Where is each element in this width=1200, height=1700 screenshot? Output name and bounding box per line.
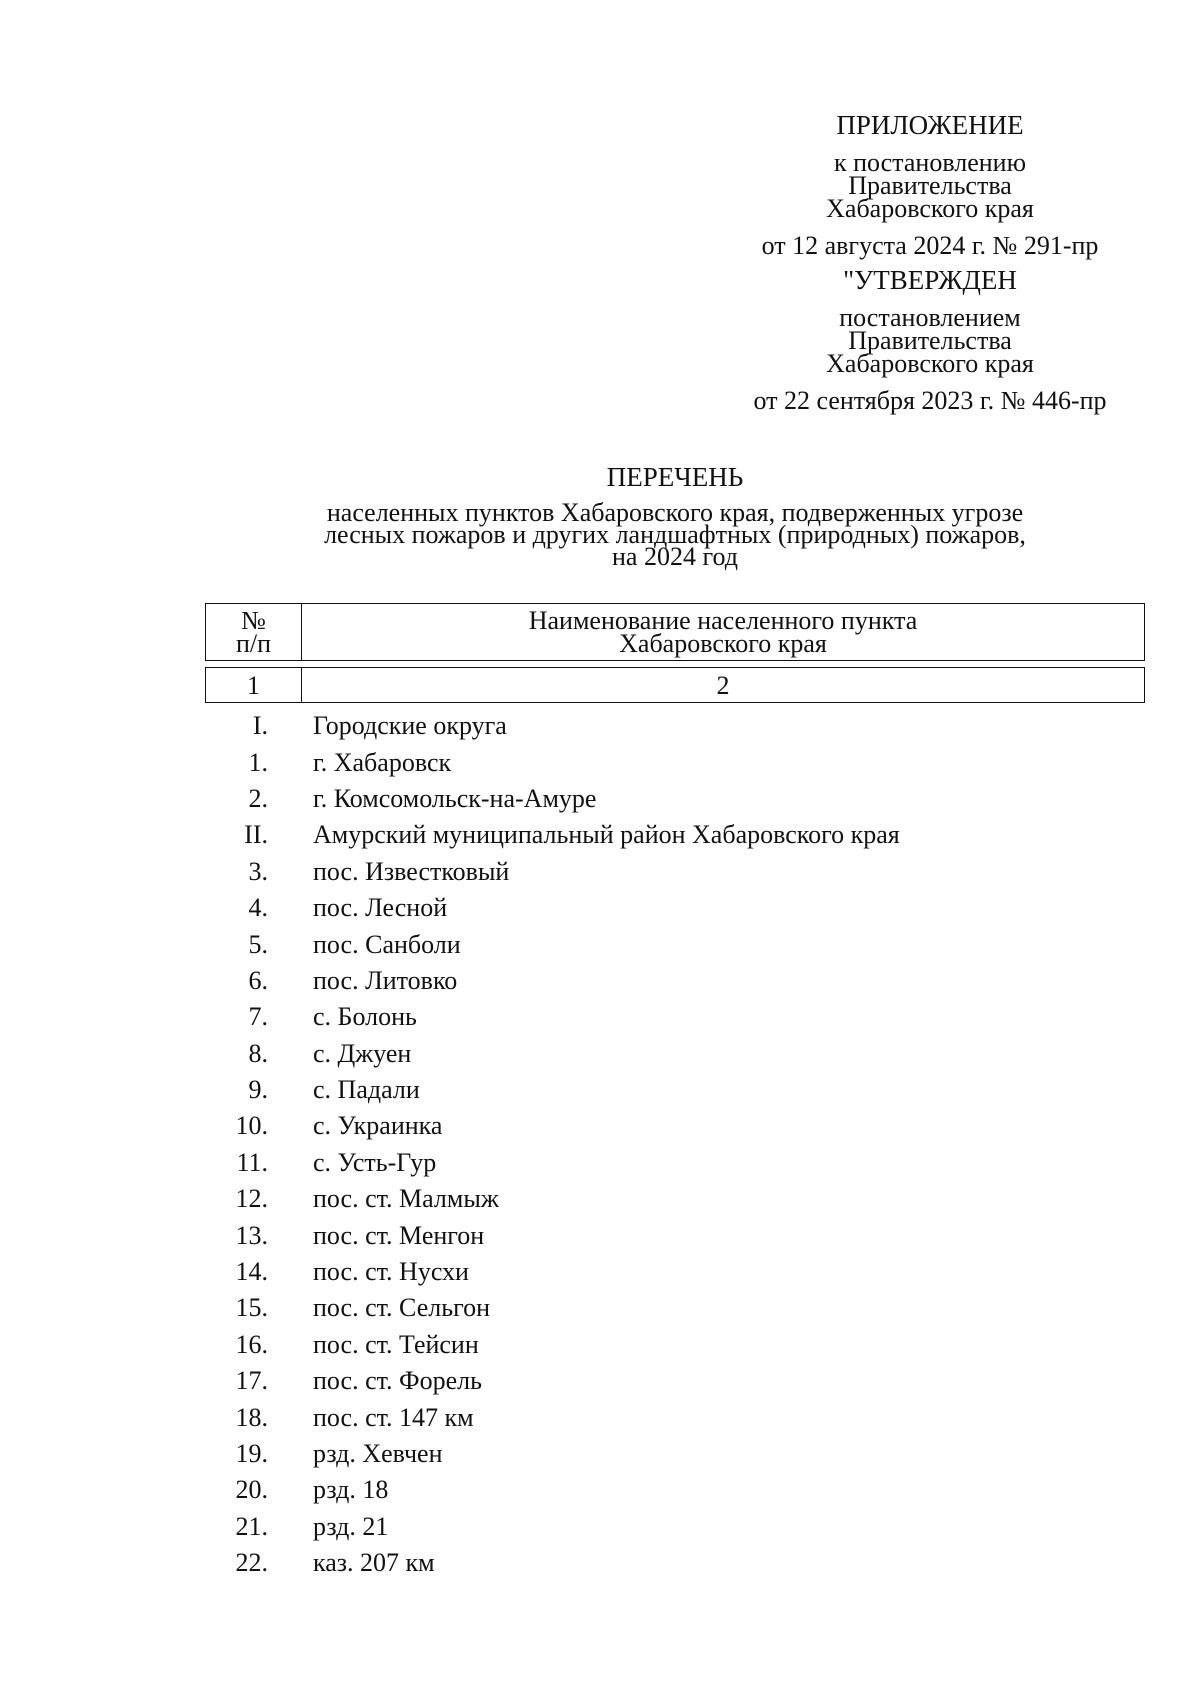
list-item-name: Амурский муниципальный район Хабаровского края: [313, 820, 900, 850]
approved-date: от 22 сентября 2023 г. № 446-пр: [753, 386, 1107, 415]
list-item-name: пос. ст. 147 км: [313, 1402, 474, 1432]
list-item-name: рзд. 18: [313, 1475, 389, 1505]
list-item-name: пос. Лесной: [313, 893, 448, 923]
list-item-number: 4.: [248, 893, 268, 923]
list-item-number: 1.: [248, 747, 268, 777]
list-item-name: пос. ст. Нусхи: [313, 1257, 469, 1287]
list-item-number: 20.: [235, 1475, 268, 1505]
list-item-number: I.: [252, 711, 268, 741]
list-item: [205, 999, 1145, 1035]
column-index-1: 1: [206, 668, 302, 703]
list-item-number: 18.: [235, 1402, 268, 1432]
list-item-number: 6.: [248, 965, 268, 995]
list-item-number: 9.: [248, 1075, 268, 1105]
list-item: [205, 1108, 1145, 1144]
list-item-number: II.: [244, 820, 268, 850]
list-item: [205, 1436, 1145, 1472]
list-item: [205, 963, 1145, 999]
column-name-header: Наименование населенного пункта Хабаровского края: [302, 604, 1145, 661]
appendix-line-2: Правительства: [848, 171, 1012, 200]
approved-line-2: Правительства: [848, 326, 1012, 355]
list-item: [205, 1072, 1145, 1108]
approved-heading: "УТВЕРЖДЕН: [843, 265, 1017, 295]
list-item-name: пос. Литовко: [313, 965, 458, 995]
list-item: [205, 854, 1145, 890]
list-item: [205, 708, 1145, 744]
list-item-name: рзд. 21: [313, 1511, 389, 1541]
list-item: [205, 1363, 1145, 1399]
list-item: [205, 1545, 1145, 1581]
list-item-name: с. Усть-Гур: [313, 1147, 437, 1177]
list-item-number: 8.: [248, 1038, 268, 1068]
list-item: [205, 1181, 1145, 1217]
list-item-name: пос. Санболи: [313, 929, 461, 959]
column-number-header: № п/п: [206, 604, 302, 661]
settlement-list: [205, 708, 1145, 1581]
list-item: [205, 1036, 1145, 1072]
list-item: [205, 1509, 1145, 1545]
document-subtitle-line-3: на 2024 год: [612, 542, 738, 571]
list-item: [205, 1399, 1145, 1435]
list-item-name: пос. ст. Менгон: [313, 1220, 485, 1250]
list-item: [205, 1145, 1145, 1181]
list-item-number: 11.: [236, 1147, 268, 1177]
list-item-number: 3.: [248, 856, 268, 886]
list-item-name: с. Болонь: [313, 1002, 417, 1032]
document-subtitle-line-2: лесных пожаров и других ландшафтных (природных) пожаров,: [324, 520, 1026, 549]
list-item-number: 14.: [235, 1257, 268, 1287]
list-item: [205, 744, 1145, 780]
list-item-name: Городские округа: [313, 711, 507, 741]
list-item-name: пос. Известковый: [313, 856, 510, 886]
list-item: [205, 890, 1145, 926]
list-item-number: 17.: [235, 1366, 268, 1396]
list-item-number: 10.: [235, 1111, 268, 1141]
list-item: [205, 1254, 1145, 1290]
list-item-name: с. Украинка: [313, 1111, 443, 1141]
list-item: [205, 926, 1145, 962]
list-item-name: рзд. Хевчен: [313, 1439, 443, 1468]
appendix-date: от 12 августа 2024 г. № 291-пр: [761, 231, 1099, 260]
list-item: [205, 1217, 1145, 1253]
list-table-header: [205, 603, 1145, 703]
list-item: [205, 1327, 1145, 1363]
list-item: [205, 1290, 1145, 1326]
approved-line-3: Хабаровского края: [826, 349, 1034, 378]
appendix-line-1: к постановлению: [833, 148, 1027, 177]
list-item-number: 15.: [235, 1293, 268, 1323]
appendix-heading: ПРИЛОЖЕНИЕ: [836, 110, 1024, 140]
list-item-name: г. Хабаровск: [313, 747, 452, 777]
list-item-number: 21.: [235, 1511, 268, 1541]
list-item-number: 12.: [235, 1184, 268, 1214]
list-item: [205, 1472, 1145, 1508]
document-subtitle-line-1: населенных пунктов Хабаровского края, подверженных угрозе: [326, 498, 1024, 527]
list-item-name: пос. ст. Малмыж: [313, 1184, 499, 1214]
column-index-2: 2: [302, 668, 1145, 703]
list-item-number: 19.: [235, 1439, 268, 1468]
appendix-header: [700, 110, 1160, 416]
list-item-number: 5.: [248, 929, 268, 959]
list-item-number: 7.: [248, 1002, 268, 1032]
list-item-name: с. Джуен: [313, 1038, 412, 1068]
list-item-number: 2.: [248, 783, 268, 813]
list-item-name: пос. ст. Сельгон: [313, 1293, 491, 1323]
list-item-number: 16.: [235, 1329, 268, 1359]
list-item: [205, 781, 1145, 817]
document-title: ПЕРЕЧЕНЬ: [606, 462, 744, 492]
document-title-block: [200, 462, 1150, 571]
list-item-name: каз. 207 км: [313, 1548, 435, 1578]
list-item-name: г. Комсомольск-на-Амуре: [313, 783, 597, 813]
list-item-name: пос. ст. Тейсин: [313, 1329, 479, 1359]
appendix-line-3: Хабаровского края: [826, 194, 1034, 223]
list-item-name: пос. ст. Форель: [313, 1366, 482, 1396]
list-item-number: 22.: [235, 1548, 268, 1578]
list-item: [205, 817, 1145, 853]
list-item-name: с. Падали: [313, 1075, 420, 1105]
list-item-number: 13.: [235, 1220, 268, 1250]
approved-line-1: постановлением: [839, 303, 1021, 332]
